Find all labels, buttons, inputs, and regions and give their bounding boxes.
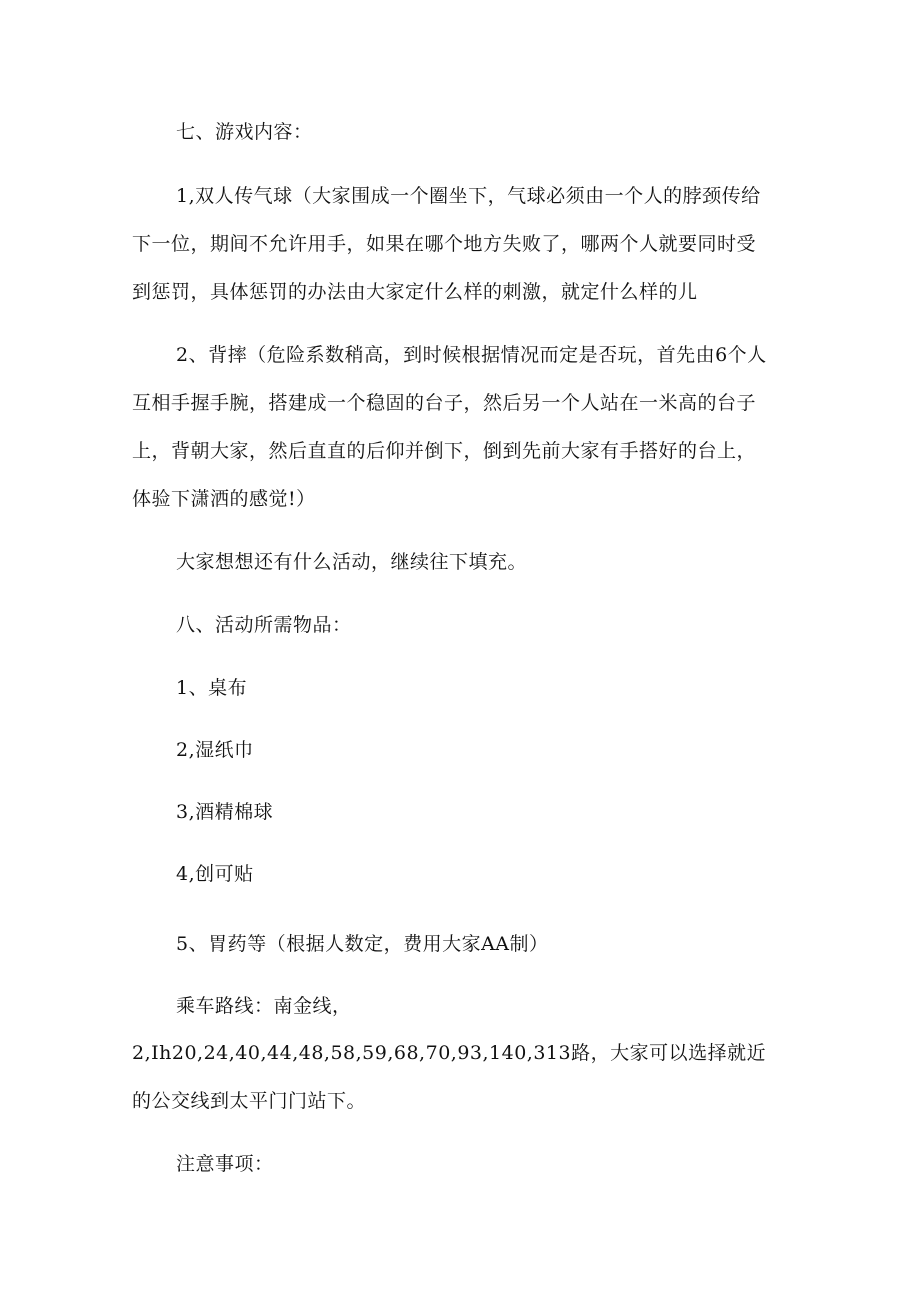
game-2-line-4: 体验下潇洒的感觉!） bbox=[132, 488, 316, 510]
list-item: 1、桌布 bbox=[176, 677, 248, 699]
more-activities-text: 大家想想还有什么活动，继续往下填充。 bbox=[176, 551, 528, 573]
route-line-2: 的公交线到太平门门站下。 bbox=[132, 1090, 367, 1112]
notes-heading: 注意事项： bbox=[176, 1153, 274, 1175]
section-8-heading: 八、活动所需物品： bbox=[176, 614, 352, 636]
route-heading: 乘车路线：南金线， bbox=[176, 995, 352, 1017]
game-2-line-3: 上，背朝大家，然后直直的后仰并倒下，倒到先前大家有手搭好的台上， bbox=[132, 440, 757, 462]
list-item: 5、胃药等（根据人数定，费用大家AA制） bbox=[176, 933, 549, 955]
route-line-1: 2,Ih20,24,40,44,48,58,59,68,70,93,140,313路，大家可以选择就近 bbox=[132, 1042, 767, 1064]
list-item: 3,酒精棉球 bbox=[176, 801, 274, 823]
game-1-line-3: 到惩罚，具体惩罚的办法由大家定什么样的刺激，就定什么样的儿 bbox=[132, 281, 698, 303]
game-1-line-2: 下一位，期间不允许用手，如果在哪个地方失败了，哪两个人就要同时受 bbox=[132, 233, 757, 255]
section-7-heading: 七、游戏内容： bbox=[176, 121, 313, 143]
game-1-line-1: 1,双人传气球（大家围成一个圈坐下，气球必须由一个人的脖颈传给 bbox=[176, 185, 761, 207]
game-2-line-1: 2、背摔（危险系数稍高，到时候根据情况而定是否玩，首先由6个人 bbox=[176, 344, 767, 366]
game-2-line-2: 互相手握手腕，搭建成一个稳固的台子，然后另一个人站在一米高的台子 bbox=[132, 392, 757, 414]
list-item: 2,湿纸巾 bbox=[176, 739, 254, 761]
list-item: 4,创可贴 bbox=[176, 863, 254, 885]
